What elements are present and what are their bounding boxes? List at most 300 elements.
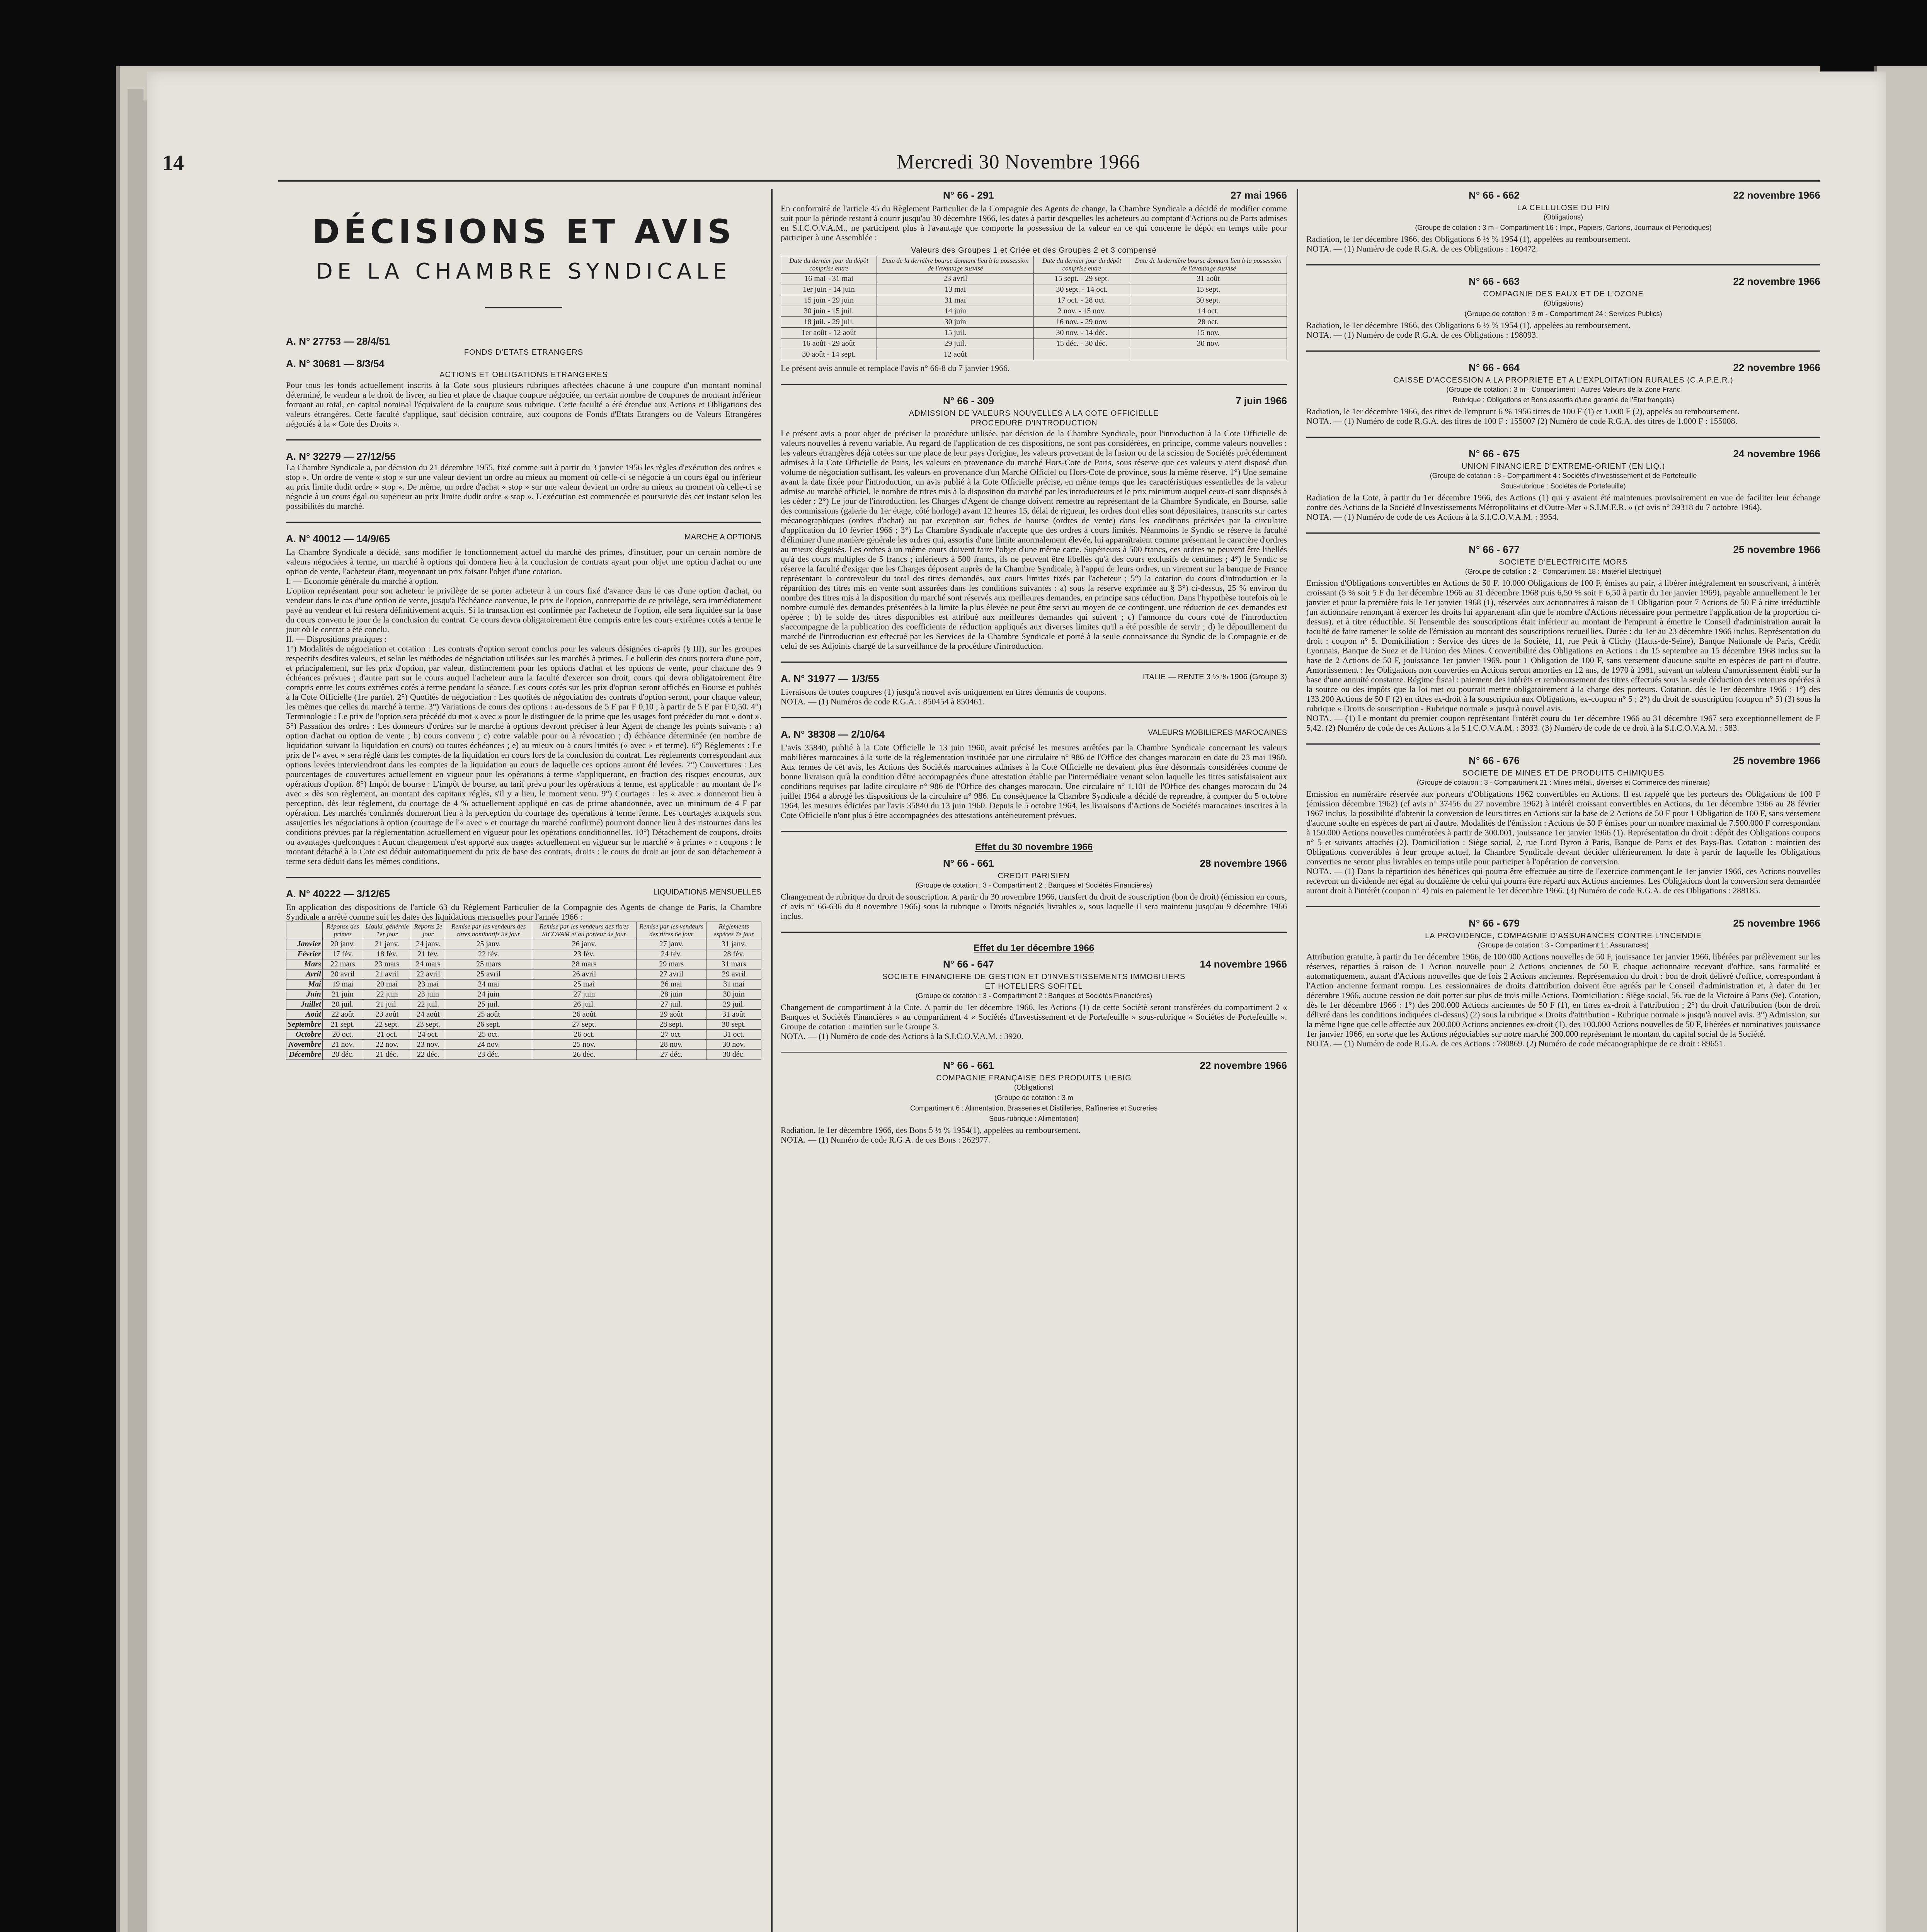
notice-group: (Groupe de cotation : 3 m - Compartiment : Autres Valeurs de la Zone Franc (1446, 386, 1680, 393)
notice-ref: N° 66 - 675 (1469, 448, 1520, 459)
notice-note: NOTA. — (1) Numéro de code R.G.A. des titres de 100 F : 155007 (2) Numéro de code R.G.A. des titres de 1.000 F : 155008. (1306, 416, 1738, 426)
table-cell: 13 mai (877, 284, 1034, 295)
notice-ref: N° 66 - 661 (943, 857, 994, 869)
table-cell: 31 mars (706, 959, 761, 969)
notice-note: NOTA. — (1) Numéro de code R.G.A. de ces Obligations : 160472. (1306, 244, 1538, 253)
notice-body: Radiation, le 1er décembre 1966, des Obligations 6 ½ % 1954 (1), appelées au remboursement. (1306, 320, 1631, 330)
notice-head (781, 958, 1287, 970)
separator (1306, 532, 1820, 534)
table-cell: 23 août (363, 1010, 411, 1020)
table-cell: 22 fév. (445, 949, 532, 959)
notice-31977 (781, 673, 1287, 706)
table-cell: 26 janv. (532, 939, 636, 949)
notice-body: Emission en numéraire réservée aux porteurs d'Obligations 1962 convertibles en Actions. Il est rappelé que les porteurs des Obligations de 100 F (émission décembre 1962) (cf avis n° 37456 du 27 novembre 1962) à intérêt croissant convertibles en Actions, du 1er décembre 1966 au 28 février 1967 inclus, la possibilité d'obtenir la conversion de leurs titres en Actions sur la base de 2 Actions de 50 F pour 1 Obligation de 100 F, sans versement d'aucune soulte en espèces de part ni d'autre. Modalités de l'émission : Actions de 50 F émises pour un nombre maximal de 7.500.000 F correspondant à 150.000 Actions nouvelles numérotées à partir de 300.001, jouissance 1er janvier 1966 (1). Représentation du droit : dépôt des Obligations coupons n° 5 et suivants attachés (2). Domiciliation : Siège social, 2, rue Lord Byron à Paris, Banque de Paris et des Pays-Bas. Cotation : maintien des Obligations convertibles à leur groupe actuel, la Chambre Syndicale devant décider ultérieurement la date à partir de laquelle les Obligations converties ne seront plus livrables en temps utile pour participer à l'opération de conversion. (1306, 789, 1820, 866)
separator (1306, 264, 1820, 265)
notice-section-heading: II. — Dispositions pratiques : (286, 634, 387, 644)
table-cell: 24 mars (411, 959, 445, 969)
notice-subtitle: (Obligations) (1543, 299, 1583, 307)
notice-group: (Groupe de cotation : 3 - Compartiment 4 : Sociétés d'Investissement et de Portefeuille (1430, 472, 1697, 480)
table-cell: 26 oct. (532, 1030, 636, 1040)
notice-body: Emission d'Obligations convertibles en Actions de 50 F. 10.000 Obligations de 100 F, émises au pair, à libérer intégralement en souscrivant, à intérêt croissant (5 % soit 5 F du 1er décembre 1966 au 31 décembre 1968 puis 6,50 % soit F 6,50 à partir du 1er janvier 1969), payable annuellement le 1er janvier et pour la première fois le 1er janvier 1968 (1), réservées aux actionnaires à raison de 1 Obligation pour 7 Actions de 50 F à titre irréductible (un actionnaire renonçant à exercer les droits lui appartenant afin que le nombre d'Actions nécessaire pour permettre l'application de la proportion ci-dessus), et à titre réductible. Si l'ensemble des souscriptions était inférieur au montant de l'emprunt à émettre le Conseil d'administration aurait la faculté de faire ramener le solde de l'émission au montant des souscriptions recueillies. Durée : du 1er au 23 décembre 1966 inclus. Représentation du droit : coupon n° 5. Domiciliation : Service des titres de la Société, 11, rue Petit à Clichy (Hauts-de-Seine), Banque Nationale de Paris, Crédit Lyonnais, Banque de Suez et de l'Union des Mines. Convertibilité des Obligations en Actions : du 15 septembre au 15 décembre 1968 inclus sur la base de 2 Actions de 50 F, jouissance 1er janvier 1969, pour 1 Obligation de 100 F, sans versement d'aucune soulte en espèces de part ni d'autre. Amortissement : les Obligations non converties en Actions seront amorties en 12 ans, de 1970 à 1981, suivant un tableau d'amortissement établi sur la base d'une annuité constante. Régime fiscal : paiement des intérêts et remboursement des titres effectués sous la seule déduction des retenues opérées à la source ou des impôts que la loi met ou pourrait mettre obligatoirement à la charge des porteurs. Cotation, dès le 1er décembre 1966 : 1°) des 133.200 Actions de 50 F (2) en titres ex-droit à la souscription aux Obligations, ex-coupon n° 5 ; 2°) du droit de souscription (coupon n° 5) (3) sous la rubrique « Droits de souscription - Rubrique normale » jusqu'à nouvel avis. (1306, 578, 1820, 713)
table-cell: 20 janv. (322, 939, 363, 949)
notice-date: 27 mai 1966 (1230, 189, 1287, 201)
table-cell: 16 mai - 31 mai (781, 274, 877, 284)
table-cell: 23 mai (411, 980, 445, 990)
table-cell: 28 mars (532, 959, 636, 969)
separator (781, 932, 1287, 933)
table-cell: 30 juin (706, 990, 761, 1000)
table-cell: 26 sept. (445, 1020, 532, 1030)
separator (1306, 437, 1820, 438)
table-header-cell: Date du dernier jour du dépôt comprise entre (781, 256, 877, 274)
table-cell: Octobre (286, 1030, 323, 1040)
table-row (781, 306, 1287, 317)
notice-note: NOTA. — (1) Numéro de code R.G.A. de ces Bons : 262977. (781, 1135, 991, 1145)
table-cell: Mai (286, 980, 323, 990)
notice-title: ITALIE — RENTE 3 ½ % 1906 (Groupe 3) (1142, 673, 1287, 681)
column-1 (286, 189, 761, 1932)
notice-ref: N° 66 - 676 (1469, 755, 1520, 766)
notice-body: Le présent avis a pour objet de préciser la procédure utilisée, par décision de la Chambre Syndicale, pour l'introduction à la Cote Officielle de valeurs nouvelles à revenu variable. Au regard de l'application de ces dispositions, ne sont pas considérées, en principe, comme valeurs nouvelles : les valeurs étrangères déjà cotées sur une place de leur pays d'origine, les valeurs provenant de la fusion ou de la scission de Sociétés précédemment admises à la Cote Officielle de Paris, les valeurs en provenance du marché Hors-Cote de Paris, sous réserve que ces valeurs y aient disposé d'un volume de négociation suffisant, les valeurs en provenance d'un Marché Officiel ou Hors-Cote de province, sous la même réserve. 1°) Une semaine avant la date fixée pour l'introduction, un avis publié à la Cote Officielle précise, en même temps que les caractéristiques essentielles de la valeur admise au marché officiel, le nombre de titres mis à la disposition du marché par les introducteurs et le prix minimum auquel ceux-ci sont disposés à les céder ; 2°) Le jour de l'introduction, les Charges d'Agent de change doivent remettre au représentant de la Chambre Syndicale, en Bourse, salle des commissions (galerie du 1er étage, côté horloge) avant 12 heures 15, délai de rigueur, les ordres dont elles sont dépositaires, transcrits sur cartes mécanographiques (ordres d'achat) ou par exception sur fiches de bourse (ordres de vente) dans les conditions précisées par la circulaire d'application du 10 février 1966 ; 3°) La Chambre Syndicale n'accepte que des ordres à cours limités. Néanmoins le Syndic se réserve la faculté d'éliminer d'une manière générale les ordres qui, assortis d'une limite anormalement élevée, lui apparaîtraient comme présentant le caractère d'ordres au mieux déguisés. Les ordres à un même cours doivent faire l'objet d'une même carte. Supérieurs à 500 francs, ces ordres ne peuvent être libellés qu'à des cours multiples de 5 francs ; inférieurs à 500 francs, ils ne peuvent être libellés qu'à des cours exclusifs de centimes ; 4°) le Syndic se réserve la faculté d'exiger que les Charges déposent auprès de la Chambre Syndicale, à l'appui de leurs ordres, un virement sur la banque de France représentant la contrevaleur du total des titres demandés, aux cours limites fixés par l'acheteur ; 5°) la cotation du cours d'introduction et la répartition des titres mis en vente sont assurées dans les conditions suivantes : a) sous la réserve exprimée au § 3°) ci-dessus, 25 % environ du nombre des titres mis à la disposition du marché sont réservés aux meilleures demandes, en principe sans réduction. Dans l'hypothèse toutefois où le nombre cumulé des demandes présentées à la limite la plus élevée ne peut être servi au moyen de ce contingent, une réduction de ces demandes est opérée ; b) le solde des titres disponibles est attribué aux meilleures demandes qui suivent ; c) l'annonce du cours coté de l'introduction s'accompagne de la publication des coefficients de réduction appliqués aux diverses limites qu'il a été possible de servir ; d) le dépouillement du marché de l'introduction est effectué par les Services de la Chambre Syndicale et porté à la seule connaissance du Syndic de la Compagnie et de celui de ses Adjoints chargé de la surveillance de la procédure d'introduction. (781, 429, 1287, 651)
table-cell: 30 sept. (1130, 295, 1287, 306)
table-cell: 30 déc. (706, 1050, 761, 1060)
table-row (781, 328, 1287, 338)
notice-66-677 (1306, 544, 1820, 733)
table-cell: 22 avril (411, 969, 445, 980)
table-row (286, 959, 761, 969)
table-cell: 30 juin (877, 317, 1034, 328)
table-row (781, 349, 1287, 360)
table-cell: 23 juin (411, 990, 445, 1000)
table-row (781, 284, 1287, 295)
table-cell: 21 déc. (363, 1050, 411, 1060)
table-cell: 14 juin (877, 306, 1034, 317)
table-cell: Février (286, 949, 323, 959)
table-cell: Novembre (286, 1040, 323, 1050)
table-header-cell: Réponse des primes (322, 922, 363, 939)
notice-date: 22 novembre 1966 (1733, 362, 1820, 373)
table-cell: 30 sept. - 14 oct. (1034, 284, 1130, 295)
table-cell: 29 avril (706, 969, 761, 980)
notice-ref: N° 66 - 663 (1469, 276, 1520, 287)
notice-group: (Groupe de cotation : 3 - Compartiment 21 : Mines métal., diverses et Commerce des minerais) (1416, 779, 1710, 786)
table-cell: 15 sept. (1130, 284, 1287, 295)
table-row (286, 1040, 761, 1050)
notice-ref: A. N° 32279 — 27/12/55 (286, 451, 396, 462)
notice-head (781, 728, 1287, 740)
table-header-cell: Date du dernier jour du dépôt comprise entre (1034, 256, 1130, 274)
table-cell: 28 juin (637, 990, 706, 1000)
table-cell: 20 mai (363, 980, 411, 990)
table-cell: 21 fév. (411, 949, 445, 959)
notice-head (1306, 189, 1820, 201)
notice-title: VALEURS MOBILIERES MAROCAINES (1148, 728, 1287, 737)
table-cell: 26 déc. (532, 1050, 636, 1060)
notice-intro: La Chambre Syndicale a décidé, sans modifier le fonctionnement actuel du marché des primes, d'instituer, pour un certain nombre de valeurs négociées à terme, un marché à options qui donnera lieu à la conclusion de contrats ayant pour objet une option d'achat ou une option de vente, l'acheteur étant, moyennant un prix faisant l'objet d'une cotation. (286, 547, 761, 576)
notice-66-679 (1306, 917, 1820, 1048)
separator (1306, 906, 1820, 907)
table-cell: 14 oct. (1130, 306, 1287, 317)
table-cell: 20 avril (322, 969, 363, 980)
notice-title: ADMISSION DE VALEURS NOUVELLES A LA COTE OFFICIELLE (909, 409, 1159, 418)
table-row (286, 990, 761, 1000)
table-title: Valeurs des Groupes 1 et Criée et des Groupes 2 et 3 compensé (911, 246, 1157, 255)
notice-ref: N° 66 - 291 (943, 189, 994, 201)
table-cell: 27 juil. (637, 1000, 706, 1010)
notice-head (781, 1060, 1287, 1071)
table-row (286, 1020, 761, 1030)
separator (781, 662, 1287, 663)
notice-group: Sous-rubrique : Sociétés de Portefeuille) (1501, 482, 1626, 490)
notice-title: MARCHE A OPTIONS (684, 533, 761, 541)
table-cell: 25 mai (532, 980, 636, 990)
notice-group: Compartiment 6 : Alimentation, Brasseries et Distilleries, Raffineries et Sucreries (910, 1104, 1158, 1112)
notice-title: SOCIETE D'ELECTRICITE MORS (1499, 558, 1628, 566)
separator (286, 522, 761, 523)
notice-group: Rubrique : Obligations et Bons assortis d'une garantie de l'Etat français) (1452, 396, 1674, 404)
notice-head (781, 189, 1287, 201)
notice-date: 25 novembre 1966 (1733, 755, 1820, 766)
table-cell: 23 nov. (411, 1040, 445, 1050)
notice-head (286, 888, 761, 900)
notice-title: LIQUIDATIONS MENSUELLES (653, 888, 761, 896)
notice-title: SOCIETE FINANCIERE DE GESTION ET D'INVESTISSEMENTS IMMOBILIERS (882, 973, 1186, 981)
table-cell: 18 fév. (363, 949, 411, 959)
notice-body: Livraisons de toutes coupures (1) jusqu'à nouvel avis uniquement en titres démunis de coupons. (781, 687, 1106, 697)
notice-66-309 (781, 395, 1287, 651)
table-cell: 25 juil. (445, 1000, 532, 1010)
notice-body: Radiation, le 1er décembre 1966, des Obligations 6 ½ % 1954 (1), appelées au remboursement. (1306, 234, 1631, 244)
notice-note: NOTA. — (1) Le montant du premier coupon représentant l'intérêt couru du 1er décembre 1966 au 31 décembre 1967 sera exceptionnellement de F 5,42. (2) Numéro de code de ces Actions à la S.I.C.O.V.A.M. : 3933. (3) Numéro de code de ce droit à la S.I.C.O.V.A.M. : 583. (1306, 713, 1820, 733)
separator (1306, 350, 1820, 352)
notice-title: ACTIONS ET OBLIGATIONS ETRANGERES (439, 371, 608, 379)
table-cell: 21 juin (322, 990, 363, 1000)
notice-ref: A. N° 31977 — 1/3/55 (781, 673, 879, 684)
table-cell: 31 oct. (706, 1030, 761, 1040)
notice-66-661-credit (781, 857, 1287, 921)
table-cell: 24 fév. (637, 949, 706, 959)
table-cell: 30 nov. - 14 déc. (1034, 328, 1130, 338)
notice-head (781, 673, 1287, 685)
table-cell: 28 fév. (706, 949, 761, 959)
notice-group: (Groupe de cotation : 3 m - Compartiment 24 : Services Publics) (1464, 310, 1662, 318)
table-cell: 26 mai (637, 980, 706, 990)
table-cell: 20 déc. (322, 1050, 363, 1060)
notice-ref: N° 66 - 677 (1469, 544, 1520, 555)
notice-head (1306, 362, 1820, 374)
notice-section-body: 1°) Modalités de négociation et cotation : Les contrats d'option seront conclus pour les valeurs désignées ci-après (§ III), sur les groupes respectifs desdites valeurs, et selon les méthodes de négociation utilisées sur les marchés à primes. Le bulletin des cours portera d'une part, et principalement, sur les prix d'option, par valeur, distinctement pour les options d'achat et les options de vente, pour chacune des 9 échéances prévues ; d'autre part sur le cours auquel l'acheteur aura la faculté d'exercer son droit, cours qui devra obligatoirement être compris entre les cours extrêmes cotés à terme pendant la séance. Les cours cotés sur les prix d'option seront affichés en Bourse et publiés à la Cote Officielle (1re partie). 2°) Quotités de négociation : Les quotités de négociation des contrats d'option seront, pour chaque valeur, les mêmes que celles du marché à terme. 3°) Variations de cours des options : au-dessous de 5 F par F 0,10 ; à partir de 5 F par F 0,50. 4°) Terminologie : Le prix de l'option sera précédé du mot « avec » pour le distinguer de la prime que les usages font précéder du mot « dont ». 5°) Passation des ordres : Les donneurs d'ordres sur le marché à options devront préciser à leur Agent de change les points suivants : a) option d'achat ou option de vente ; b) cours convenu ; c) cotre valable pour ou à révocation ; d) échéance déterminée (en nombre de liquidation suivant la liquidation en cours) ou toutes échéances ; e) au mieux ou à cours limités (« avec » et terme). 6°) Règlements : Le prix de l'« avec » sera réglé dans les comptes de la liquidation en cours lors de la conclusion du contrat. Les règlements correspondant aux options levées interviendront dans les comptes de la liquidation au cours de laquelle ces options auront été levées. 7°) Couvertures : Les pourcentages de couvertures actuellement en vigueur pour les opérations à terme s'appliqueront, en fraction des risques encourus, aux opérations d'option. 8°) Impôt de bourse : L'impôt de bourse, au tarif prévu pour les opérations à terme, est applicable : au montant de l'« avec » dès son règlement, au montant des capitaux réglés, s'il y a lieu, le moment venu. 9°) Courtages : les « avec » donneront lieu à perception, dès leur règlement, du courtage de 4 % actuellement appliqué en cas de prime abandonnée, avec un minimum de 4 F par opération. Les marchés confirmés donneront lieu à la perception du courtage des opérations à terme ferme. Les courtages auxquels sont assujetties les négociations à option (courtage de l'« avec » et courtage du marché confirmé) pourront donner lieu à des ristournes dans les conditions prévues par la réglementation actuellement en vigueur pour les opérations conditionnelles. 10°) Détachement de coupons, droits ou avantages quelconques : Aucun changement n'est apporté aux usages actuellement en vigueur sur le marché « à primes » : coupons : le montant détaché à la Cote est déduit automatiquement du prix de base des contrats, droits : le cours du droit au jour de son détachement à terme sera déduit dans les mêmes conditions. (286, 644, 761, 866)
notice-title: SOCIETE DE MINES ET DE PRODUITS CHIMIQUES (1462, 769, 1665, 777)
table-cell: Mars (286, 959, 323, 969)
notice-date: 22 novembre 1966 (1733, 276, 1820, 287)
notice-body: Attribution gratuite, à partir du 1er décembre 1966, de 100.000 Actions nouvelles de 50 F, jouissance 1er janvier 1966, libérées par prélèvement sur les réserves, réparties à raison de 1 Action nouvelle pour 2 Actions anciennes de 50 F, chaque actionnaire recevant d'office, sans formalité et automatiquement, autant d'Actions nouvelles que de fois 2 Actions anciennes. Représentation du droit : bon de droit délivré d'office, correspondant à l'Action ancienne formant rompu. Les cessionnaires de droits d'attribution doivent être agréés par le Conseil d'administration et, à dater du 1er décembre 1966, aucune cession ne doit porter sur plus de trois mille Actions. Domiciliation : Siège social, 56, rue de la Victoire à Paris (9e). Cotation, dès le 1er décembre 1966 : 1°) des 200.000 Actions anciennes de 50 F (1), en titres ex-droit à l'attribution ; 2°) du droit d'attribution (bon de droit délivré dans les conditions indiquées ci-dessus) (2) sous la rubrique « Droits d'attribution - Rubrique normale » jusqu'à nouvel avis. 3°) Admission, sur la même ligne que celle affectée aux 200.000 Actions anciennes ex-droit (1), des 100.000 Actions nouvelles de 50 F, libérées et nominatives jouissance 1er janvier 1966, en sorte que les Actions négociables sur notre marché 300.000 représentant le montant du capital social de la Société. (1306, 952, 1820, 1039)
deposit-dates-table (781, 256, 1287, 360)
table-cell: 31 mai (706, 980, 761, 990)
table-header-cell: Remise par les vendeurs des titres SICOVAM et au porteur 4e jour (532, 922, 636, 939)
notice-title: COMPAGNIE FRANÇAISE DES PRODUITS LIEBIG (936, 1074, 1132, 1082)
notice-body: Pour tous les fonds actuellement inscrits à la Cote sous plusieurs rubriques affectées chacune à une coupure d'un montant nominal déterminé, le vendeur a le droit de livrer, au lieu et place de chaque coupure négociée, un certain nombre de coupures de montant inférieur formant au total, en capital nominal l'équivalent de la coupure sous rubrique. Cette faculté a été étendue aux Actions et Obligations des valeurs étrangères. Cette faculté s'applique, sauf décision contraire, aux coupons de Fonds d'Etats Etrangers ou de Valeurs Etrangères négociés à la « Cote des Droits ». (286, 380, 761, 429)
table-cell: 25 nov. (532, 1040, 636, 1050)
table-cell: 28 nov. (637, 1040, 706, 1050)
notice-note: NOTA. — (1) Numéro de code R.G.A. de ces Actions : 780869. (2) Numéro de code mécanographique de ce droit : 89651. (1306, 1039, 1725, 1048)
column-2 (781, 189, 1287, 1932)
table-cell: 22 nov. (363, 1040, 411, 1050)
notice-head (286, 533, 761, 545)
separator (286, 439, 761, 440)
table-header-cell: Règlements espèces 7e jour (706, 922, 761, 939)
table-cell: 19 mai (322, 980, 363, 990)
notice-title: UNION FINANCIERE D'EXTREME-ORIENT (EN LIQ.) (1461, 462, 1665, 471)
notice-group: (Groupe de cotation : 3 - Compartiment 2 : Banques et Sociétés Financières) (915, 992, 1152, 1000)
table-row (286, 1000, 761, 1010)
table-header-cell: Date de la dernière bourse donnant lieu à la possession de l'avantage susvisé (1130, 256, 1287, 274)
notice-66-664 (1306, 362, 1820, 426)
notice-date: 22 novembre 1966 (1733, 189, 1820, 201)
separator (286, 877, 761, 878)
notice-body: En application des dispositions de l'article 63 du Règlement Particulier de la Compagnie des Agents de change de Paris, la Chambre Syndicale a arrêté comme suit les dates des liquidations mensuelles pour l'année 1966 : (286, 902, 761, 922)
notice-title: ET HOTELIERS SOFITEL (985, 982, 1083, 991)
table-header-cell: Remise par les vendeurs des titres nominatifs 3e jour (445, 922, 532, 939)
header-rule (278, 180, 1820, 182)
notice-title: LA CELLULOSE DU PIN (1517, 204, 1610, 212)
table-cell: 20 oct. (322, 1030, 363, 1040)
notice-body: Radiation, le 1er décembre 1966, des titres de l'emprunt 6 % 1956 titres de 100 F (1) et 1.000 F (2), appelés au remboursement. (1306, 406, 1740, 416)
notice-group: (Groupe de cotation : 3 m (994, 1094, 1074, 1102)
table-cell: 29 août (637, 1010, 706, 1020)
column-3 (1306, 189, 1820, 1932)
notice-66-291 (781, 189, 1287, 373)
notice-group: Sous-rubrique : Alimentation) (989, 1115, 1079, 1122)
separator (781, 384, 1287, 385)
table-cell: 28 oct. (1130, 317, 1287, 328)
table-cell: 1er août - 12 août (781, 328, 877, 338)
notice-date: 7 juin 1966 (1236, 395, 1287, 406)
separator (1306, 743, 1820, 745)
table-cell: 25 mars (445, 959, 532, 969)
section-subtitle: DE LA CHAMBRE SYNDICALE (316, 259, 732, 284)
notice-ref: N° 66 - 664 (1469, 362, 1520, 373)
notice-body: Changement de compartiment à la Cote. A partir du 1er décembre 1966, les Actions (1) de cette Société seront transférées du compartiment 2 « Banques et Sociétés Financières » au compartiment 4 « Sociétés d'Investissement et de Portefeuille » sous-rubrique « Sociétés de Portefeuille ». Groupe de cotation : maintien sur le Groupe 3. (781, 1002, 1287, 1031)
table-row (286, 1010, 761, 1020)
table-row (781, 274, 1287, 284)
table-row (781, 317, 1287, 328)
notice-body: Changement de rubrique du droit de souscription. A partir du 30 novembre 1966, transfert du droit de souscription (bon de droit) (émission en cours, cf avis n° 66-636 du 8 novembre 1966) sous la rubrique « Droits négociés livrables », sous laquelle il sera maintenu jusqu'au 9 décembre 1966 inclus. (781, 892, 1287, 921)
table-cell: 21 juil. (363, 1000, 411, 1010)
table-cell: 25 oct. (445, 1030, 532, 1040)
notice-40012 (286, 533, 761, 866)
table-cell: Décembre (286, 1050, 323, 1060)
notice-27753 (286, 335, 761, 429)
table-header-cell: Remise par les vendeurs des titres 6e jour (637, 922, 706, 939)
notice-title: COMPAGNIE DES EAUX ET DE L'OZONE (1483, 290, 1644, 298)
table-cell: 20 juil. (322, 1000, 363, 1010)
table-cell: Août (286, 1010, 323, 1020)
table-cell: 24 nov. (445, 1040, 532, 1050)
table-cell: 23 déc. (445, 1050, 532, 1060)
table-cell: 17 fév. (322, 949, 363, 959)
notice-ref: A. N° 30681 — 8/3/54 (286, 358, 385, 369)
table-cell: 29 juil. (706, 1000, 761, 1010)
notice-note: NOTA. — (1) Numéro de code de ces Actions à la S.I.C.O.V.A.M. : 3954. (1306, 512, 1559, 522)
table-row (781, 338, 1287, 349)
table-cell: 25 avril (445, 969, 532, 980)
table-cell: 22 juil. (411, 1000, 445, 1010)
effect-heading: Effet du 30 novembre 1966 (975, 842, 1093, 852)
table-cell: 18 juil. - 29 juil. (781, 317, 877, 328)
notice-ref: N° 66 - 661 (943, 1060, 994, 1071)
notice-group: (Groupe de cotation : 3 - Compartiment 2 : Banques et Sociétés Financières) (915, 881, 1152, 889)
notice-note: NOTA. — (1) Numéro de code R.G.A. de ces Obligations : 198093. (1306, 330, 1538, 340)
table-cell: 23 sept. (411, 1020, 445, 1030)
table-cell: 1er juin - 14 juin (781, 284, 877, 295)
notice-note: NOTA. — (1) Numéros de code R.G.A. : 850454 à 850461. (781, 697, 984, 706)
table-cell: 27 janv. (637, 939, 706, 949)
notice-body: L'avis 35840, publié à la Cote Officielle le 13 juin 1960, avait précisé les mesures arrêtées par la Chambre Syndicale concernant les valeurs mobilières marocaines à la suite de la réglementation instituée par une circulaire n° 986 de l'Office des changes marocain en date du 23 mai 1960. Aux termes de cet avis, les Actions des Sociétés marocaines admises à la Cote Officielle ne devaient plus être désormais considérées comme de bonne livraison qu'à la condition d'être accompagnées d'une attestation établie par l'intermédiaire venant selon laquelle les titres satisfaisaient aux conditions requises par ladite circulaire n° 986 de l'Office des changes marocain. Une circulaire n° 1.101 de l'Office des changes marocain du 24 juillet 1964 a abrogé les dispositions de la circulaire n° 986. En conséquence la Chambre Syndicale a décidé de reprendre, à compter du 5 octobre 1964, les mesures édictées par l'avis 35840 du 13 juin 1960. Depuis le 5 octobre 1964, les livraisons d'Actions de Sociétés marocaines inscrites à la Cote Officielle n'ont plus à être accompagnées des attestations antérieurement prévues. (781, 743, 1287, 820)
table-cell: Avril (286, 969, 323, 980)
table-cell: 30 nov. (1130, 338, 1287, 349)
notice-66-647 (781, 958, 1287, 1041)
notice-head (1306, 917, 1820, 929)
notice-body: Radiation de la Cote, à partir du 1er décembre 1966, des Actions (1) qui y avaient été maintenues provisoirement en vue de faciliter leur échange contre des Actions de la Société d'Investissements Métropolitains et d'Outre-Mer « S.I.M.E.R. » (cf avis n° 39318 du 7 octobre 1964). (1306, 493, 1820, 512)
table-cell: Juin (286, 990, 323, 1000)
notice-date: 28 novembre 1966 (1200, 857, 1287, 869)
table-cell: 25 janv. (445, 939, 532, 949)
notice-body: La Chambre Syndicale a, par décision du 21 décembre 1955, fixé comme suit à partir du 3 janvier 1956 les règles d'exécution des ordres « stop ». Un ordre de vente « stop » sur une valeur devient un ordre au mieux au moment où celle-ci se négocie à un cours égal ou inférieur au prix limite dudit ordre « stop ». De même, un ordre d'achat « stop » sur une valeur devient un ordre au mieux au moment où celle-ci se négocie à un cours égal ou supérieur au prix limite dudit ordre « stop ». L'exécution est commencée et poursuivie dès cet instant selon les possibilités du marché. (286, 463, 761, 511)
table-cell: 23 avril (877, 274, 1034, 284)
table-cell: 17 oct. - 28 oct. (1034, 295, 1130, 306)
column-rule (1297, 189, 1298, 1932)
notice-66-663 (1306, 276, 1820, 340)
table-cell: 15 sept. - 29 sept. (1034, 274, 1130, 284)
table-row (286, 980, 761, 990)
effect-heading: Effet du 1er décembre 1966 (973, 943, 1095, 953)
notice-ref: A. N° 38308 — 2/10/64 (781, 728, 885, 740)
separator (781, 1052, 1287, 1053)
table-cell: 24 oct. (411, 1030, 445, 1040)
table-cell: 21 sept. (322, 1020, 363, 1030)
table-cell: 23 fév. (532, 949, 636, 959)
section-title: DÉCISIONS ET AVIS (312, 213, 735, 251)
table-row (286, 949, 761, 959)
notice-subtitle: (Obligations) (1543, 213, 1583, 221)
notice-head (1306, 276, 1820, 287)
notice-section-heading: I. — Economie générale du marché à option. (286, 576, 439, 586)
notice-title: PROCEDURE D'INTRODUCTION (970, 419, 1098, 427)
table-cell: 24 mai (445, 980, 532, 990)
table-cell: 25 août (445, 1010, 532, 1020)
table-cell: 15 juil. (877, 328, 1034, 338)
notice-section-body: L'option représentant pour son acheteur le privilège de se porter acheteur à un cours fixé d'avance dans le cas d'une option d'achat, ou vendeur dans le cas d'une option de vente, jusqu'à l'échéance convenue, le prix de l'option, contrepartie de ce privilège, sera immédiatement payé au vendeur et lui restera définitivement acquis. Si la transaction est confirmée par l'acheteur de l'option, elle sera liquidée sur la base du cours convenu le jour de la conclusion du contrat. Ce cours devra obligatoirement être compris entre les cours extrêmes cotés à terme le jour où le contrat a été conclu. (286, 586, 761, 634)
table-cell: 30 août - 14 sept. (781, 349, 877, 360)
table-cell: 22 déc. (411, 1050, 445, 1060)
issue-date: Mercredi 30 Novembre 1966 (897, 151, 1141, 173)
notice-head (1306, 755, 1820, 767)
separator (781, 717, 1287, 718)
table-cell: 24 juin (445, 990, 532, 1000)
notice-body: Radiation, le 1er décembre 1966, des Bons 5 ½ % 1954(1), appelées au remboursement. (781, 1125, 1081, 1135)
table-cell: 22 août (322, 1010, 363, 1020)
page-header (162, 151, 1863, 182)
table-cell: 31 août (706, 1010, 761, 1020)
table-row (286, 969, 761, 980)
table-row (781, 295, 1287, 306)
table-cell: 15 nov. (1130, 328, 1287, 338)
table-cell: 23 mars (363, 959, 411, 969)
notice-body: En conformité de l'article 45 du Règlement Particulier de la Compagnie des Agents de change, la Chambre Syndicale a décidé de modifier comme suit pour la période restant à courir jusqu'au 30 décembre 1966, les dates à partir desquelles les acheteurs au comptant d'Actions ou de Parts admises en S.I.C.O.V.A.M., ne participent plus à l'avantage que comporte la possession de la valeur en ce qui concerne le dépôt en temps utile pour participer à une Assemblée : (781, 204, 1287, 242)
table-cell: Septembre (286, 1020, 323, 1030)
table-cell (1034, 349, 1130, 360)
notice-head (781, 395, 1287, 407)
notice-ref: A. N° 40012 — 14/9/65 (286, 533, 390, 544)
table-cell: 2 nov. - 15 nov. (1034, 306, 1130, 317)
table-header-cell: Date de la dernière bourse donnant lieu à la possession de l'avantage susvisé (877, 256, 1034, 274)
table-row (286, 1050, 761, 1060)
page-number: 14 (162, 151, 184, 175)
table-cell: 27 sept. (532, 1020, 636, 1030)
table-cell: 22 sept. (363, 1020, 411, 1030)
table-cell: 28 sept. (637, 1020, 706, 1030)
separator (781, 831, 1287, 832)
table-cell: 21 nov. (322, 1040, 363, 1050)
table-cell: 31 août (1130, 274, 1287, 284)
notice-note: NOTA. — (1) Dans la répartition des bénéfices qui pourra être effectuée au titre de l'exercice commençant le 1er janvier 1966, ces Actions nouvelles recevront un dividende net égal au douzième de celui qui pourra être réparti aux Actions anciennes. Les Obligations dont la conversion sera demandée auront droit à l'intérêt (coupon n° 4) mis en paiement le 1er décembre 1966. (3) Numéro de code R.G.A. de ces Obligations : 288185. (1306, 866, 1820, 895)
notice-40222 (286, 888, 761, 1060)
table-cell: 29 juil. (877, 338, 1034, 349)
table-row (286, 1030, 761, 1040)
notice-title: LA PROVIDENCE, COMPAGNIE D'ASSURANCES CONTRE L'INCENDIE (1425, 932, 1702, 940)
notice-title: FONDS D'ETATS ETRANGERS (464, 348, 584, 357)
table-cell: Juillet (286, 1000, 323, 1010)
title-rule (485, 307, 562, 308)
notice-66-675 (1306, 448, 1820, 522)
notice-ref: N° 66 - 679 (1469, 917, 1520, 929)
table-cell: 22 mars (322, 959, 363, 969)
table-cell: 24 août (411, 1010, 445, 1020)
table-cell: 15 déc. - 30 déc. (1034, 338, 1130, 349)
notice-date: 22 novembre 1966 (1200, 1060, 1287, 1071)
table-cell: 21 janv. (363, 939, 411, 949)
notice-date: 25 novembre 1966 (1733, 544, 1820, 555)
notice-group: (Groupe de cotation : 3 m - Compartiment 16 : Impr., Papiers, Cartons, Journaux et Périodiques) (1415, 224, 1712, 231)
notice-date: 14 novembre 1966 (1200, 958, 1287, 970)
table-cell: 27 avril (637, 969, 706, 980)
notice-group: (Groupe de cotation : 3 - Compartiment 1 : Assurances) (1478, 941, 1649, 949)
table-cell: 30 sept. (706, 1020, 761, 1030)
notice-date: 24 novembre 1966 (1733, 448, 1820, 459)
table-cell: 26 avril (532, 969, 636, 980)
table-header-cell: Reports 2e jour (411, 922, 445, 939)
notice-head (1306, 448, 1820, 460)
column-rule (771, 189, 773, 1932)
table-cell: 21 avril (363, 969, 411, 980)
table-header-cell (286, 922, 323, 939)
notice-66-662 (1306, 189, 1820, 253)
table-cell: 30 nov. (706, 1040, 761, 1050)
notice-ref: A. N° 40222 — 3/12/65 (286, 888, 390, 900)
notice-title: CAISSE D'ACCESSION A LA PROPRIETE ET A L'EXPLOITATION RURALES (C.A.P.E.R.) (1393, 376, 1733, 384)
table-row (286, 939, 761, 949)
notice-38308 (781, 728, 1287, 820)
table-cell: 29 mars (637, 959, 706, 969)
notice-ref: N° 66 - 662 (1469, 189, 1520, 201)
table-cell: 26 juil. (532, 1000, 636, 1010)
table-cell: 15 juin - 29 juin (781, 295, 877, 306)
notice-note: NOTA. — (1) Numéro de code des Actions à la S.I.C.O.V.A.M. : 3920. (781, 1031, 1023, 1041)
table-cell: 27 juin (532, 990, 636, 1000)
table-cell: 21 oct. (363, 1030, 411, 1040)
notice-group: (Groupe de cotation : 2 - Compartiment 18 : Matériel Electrique) (1465, 568, 1662, 575)
notice-66-676 (1306, 755, 1820, 895)
